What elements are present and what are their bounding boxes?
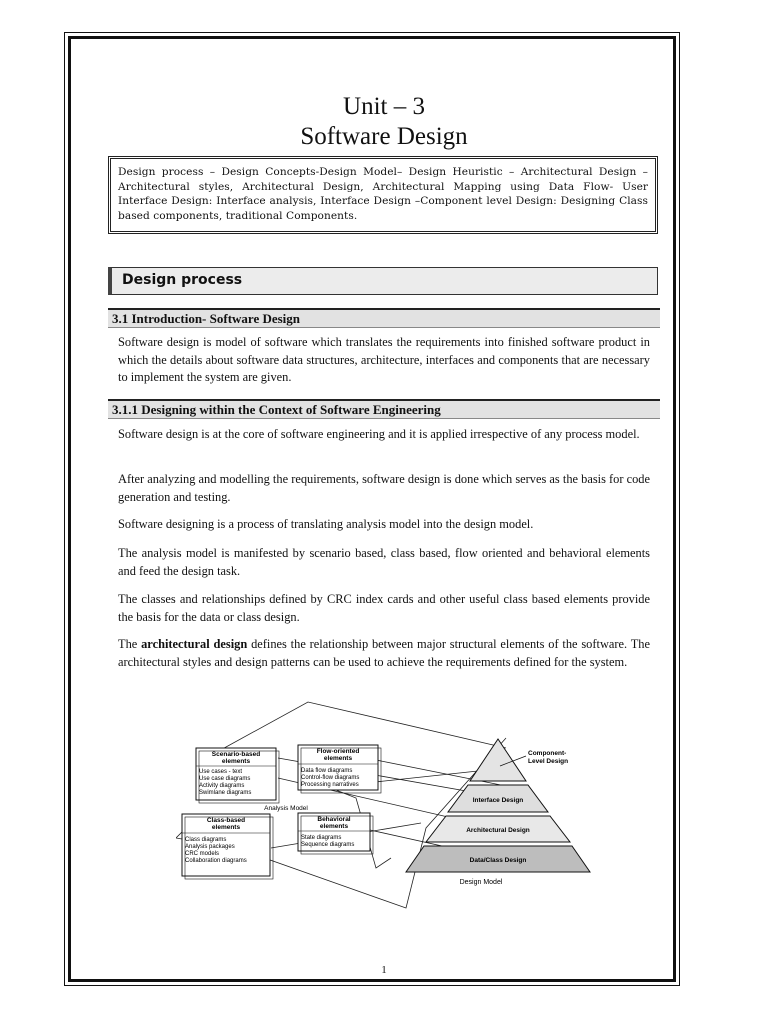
architectural-design-layer: Architectural Design [466, 827, 530, 834]
paragraph-core: Software design is at the core of software engineering and it is applied irrespective of any process model. [118, 427, 640, 441]
subheading-context: 3.1.1 Designing within the Context of Software Engineering [108, 399, 660, 419]
page-number: 1 [381, 964, 387, 976]
scenario-based-elements-box [196, 748, 279, 803]
paragraph-analysis-model: The analysis model is manifested by scenario based, class based, flow oriented and behavioral elements and feed the design task. [118, 546, 650, 578]
design-pyramid [406, 739, 590, 886]
subheading-intro: 3.1 Introduction- Software Design [108, 308, 660, 328]
svg-text:Use case diagrams: Use case diagrams [199, 776, 251, 782]
paragraph-architectural: The architectural design defines the relationship between major structural elements of the software. The architectural styles and design patterns can be used to achieve the requirements defined for the system. [118, 637, 650, 669]
flow-oriented-elements-box [298, 745, 381, 793]
svg-text:Class diagrams: Class diagrams [185, 837, 227, 843]
component-level-label-1: Component- [528, 750, 567, 757]
svg-text:CRC models: CRC models [185, 851, 220, 857]
svg-text:elements: elements [319, 823, 349, 830]
section-heading: Design process [108, 267, 658, 295]
paragraph-analyzing: After analyzing and modelling the requirements, software design is done which serves as the basis for code generation and testing. [118, 472, 650, 504]
svg-text:Swimlane diagrams: Swimlane diagrams [199, 790, 252, 796]
svg-text:Scenario-based: Scenario-based [211, 751, 261, 758]
svg-text:State diagrams: State diagrams [301, 835, 342, 841]
svg-text:Behavioral: Behavioral [317, 816, 351, 823]
svg-text:Sequence diagrams: Sequence diagrams [301, 842, 355, 848]
analysis-model-label: Analysis Model [264, 805, 308, 812]
svg-text:Flow-oriented: Flow-oriented [316, 748, 360, 755]
paragraph-crc: The classes and relationships defined by CRC index cards and other useful class based elements provide the basis for the data or class design. [118, 592, 650, 624]
svg-text:Analysis packages: Analysis packages [185, 844, 235, 850]
svg-text:Activity diagrams: Activity diagrams [199, 783, 245, 789]
class-based-elements-box [182, 814, 273, 879]
svg-text:elements: elements [323, 755, 353, 762]
unit-title: Unit – 3 [343, 93, 425, 120]
svg-text:Processing narratives: Processing narratives [301, 782, 359, 788]
svg-text:Use cases - text: Use cases - text [199, 769, 243, 775]
svg-text:Control-flow diagrams: Control-flow diagrams [301, 775, 360, 781]
svg-text:elements: elements [211, 824, 241, 831]
svg-text:elements: elements [221, 758, 251, 765]
design-model-label: Design Model [459, 879, 503, 886]
paragraph-translating: Software designing is a process of translating analysis model into the design model. [118, 517, 534, 531]
page-title: Software Design [300, 123, 468, 150]
architectural-design-term: architectural design [141, 637, 248, 651]
interface-design-layer: Interface Design [472, 797, 524, 804]
unit-summary: Design process – Design Concepts-Design Model– Design Heuristic – Architectural Design – Architectural styles, Architectural Design, Architectural Mapping using Data Flow- User Interface Design: Interface analysis, Interface Design –Component level Design: Designing Class based components, traditional Components. [108, 156, 658, 234]
svg-text:Collaboration diagrams: Collaboration diagrams [185, 858, 247, 864]
behavioral-elements-box [298, 813, 373, 854]
paragraph-intro: Software design is model of software which translates the requirements into finished software product in which the details about software data structures, architecture, interfaces and components that are necessary to implement the system are given. [118, 335, 650, 385]
component-level-label-2: Level Design [528, 758, 569, 765]
svg-text:Class-based: Class-based [206, 817, 246, 824]
data-class-design-layer: Data/Class Design [469, 857, 527, 864]
analysis-design-model-figure [176, 698, 596, 914]
svg-text:Data flow diagrams: Data flow diagrams [301, 768, 353, 774]
